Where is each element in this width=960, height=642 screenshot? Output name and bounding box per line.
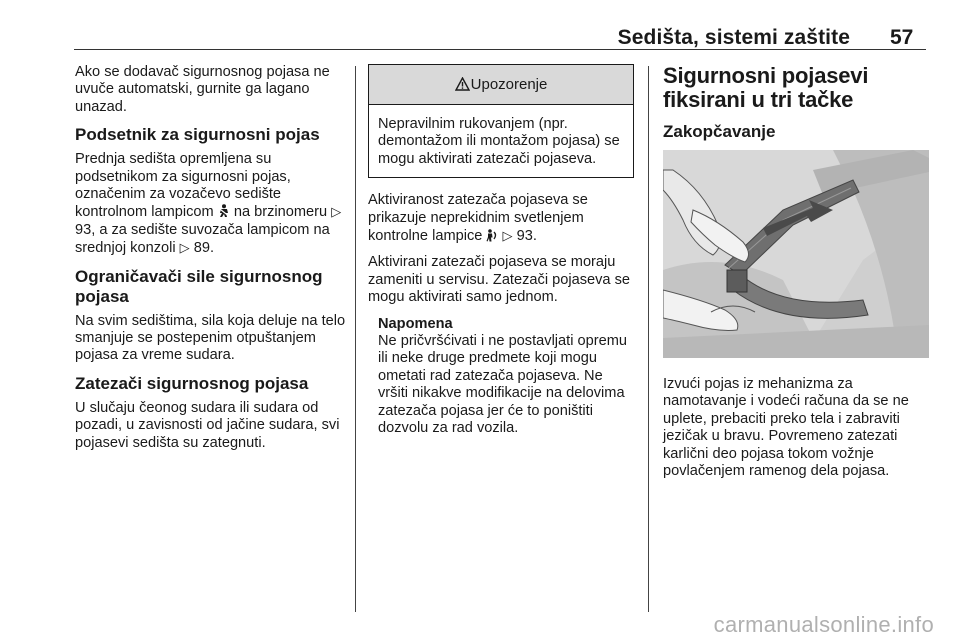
warning-title: Upozorenje — [470, 76, 548, 93]
reference-number: 89 — [193, 240, 210, 257]
tensioners-paragraph: U slučaju čeonog sudara ili sudara od pozadi, u zavisnosti od jačine sudara, svi pojasevi sedišta su zategnuti. — [75, 399, 340, 451]
reference-number: 93 — [75, 221, 92, 238]
column-divider — [648, 66, 649, 612]
replace-paragraph: Aktivirani zatezači pojaseva se moraju zameniti u servisu. Zatezači pojaseva se mogu aktivirati samo jednom. — [368, 254, 630, 306]
activation-text: Aktiviranost zatezača pojaseva se prikazuje neprekidnim svetlenjem kontrolne lampice — [368, 192, 588, 245]
warning-text: Nepravilnim rukovanjem (npr. demontažom ili montažom pojasa) se mogu aktivirati zatezači pojaseva. — [378, 116, 620, 167]
seatbelt-fastening-illustration — [663, 150, 929, 358]
warning-box — [368, 64, 634, 178]
activation-text: . — [532, 228, 537, 245]
section-heading-three-point: Sigurnosni pojasevi fiksirani u tri tačke — [663, 63, 869, 112]
note-title: Napomena — [378, 315, 453, 332]
column-right — [663, 64, 929, 489]
page-reference-icon: ▷ — [331, 204, 342, 220]
page-reference-icon: ▷ — [502, 228, 513, 244]
reminder-text: . — [209, 240, 215, 257]
note-block — [368, 316, 634, 438]
section-heading-tensioners: Zatezači sigurnosnog pojasa — [75, 373, 309, 393]
limiters-paragraph: Na svim sedištima, sila koja deluje na telo smanjuje se postepenim otpuštanjem pojasa za vreme sudara. — [75, 312, 346, 364]
seatbelt-reminder-icon — [218, 204, 234, 220]
section-heading-reminder: Podsetnik za sigurnosni pojas — [75, 125, 320, 145]
note-text: Ne pričvršćivati i ne postavljati opremu ili neke druge predmete koji mogu ometati rad zatezača pojaseva. Ne vršiti nikakve modifikacije na delovima zatezača pojasa jer će to poništiti dozvolu za rad vozila. — [378, 333, 627, 437]
airbag-tensioner-icon — [486, 228, 502, 244]
intro-paragraph: Ako se dodavač sigurnosnog pojasa ne uvuče automatski, gurnite ga lagano unazad. — [75, 64, 330, 115]
column-middle — [368, 64, 634, 438]
reference-number: 93 — [516, 228, 533, 245]
warning-triangle-icon — [455, 76, 470, 93]
column-divider — [355, 66, 356, 612]
reminder-text: na brzinomeru — [233, 204, 328, 221]
fastening-paragraph: Izvući pojas iz mehanizma za namotavanje i vodeći računa da se ne uplete, prebaciti preko tela i zabraviti jezičak u bravu. Povremeno zatezati karlični deo pojasa tokom vožnje povlačenjem ramenog dela pojasa. — [663, 376, 909, 480]
page-header — [0, 0, 960, 50]
subheading-fastening: Zakopčavanje — [663, 122, 776, 141]
column-left — [75, 64, 347, 461]
warning-header — [369, 65, 633, 105]
header-divider — [74, 49, 926, 50]
reminder-text: , a za sedište suvozača lampicom na srednjoj konzoli — [75, 221, 330, 257]
reminder-text: Prednja sedišta opremljena su podsetnikom za sigurnosni pojas, označenim za vozačevo sedište kontrolnom lampicom — [75, 151, 291, 221]
activation-paragraph — [368, 192, 634, 245]
reminder-paragraph — [75, 151, 347, 257]
page-reference-icon: ▷ — [179, 240, 190, 256]
watermark: carmanualsonline.info — [713, 612, 934, 637]
section-heading-limiters: Ograničavači sile sigurnosnog pojasa — [75, 266, 323, 306]
page-title: Sedišta, sistemi zaštite — [617, 26, 850, 49]
page-number: 57 — [890, 26, 914, 49]
